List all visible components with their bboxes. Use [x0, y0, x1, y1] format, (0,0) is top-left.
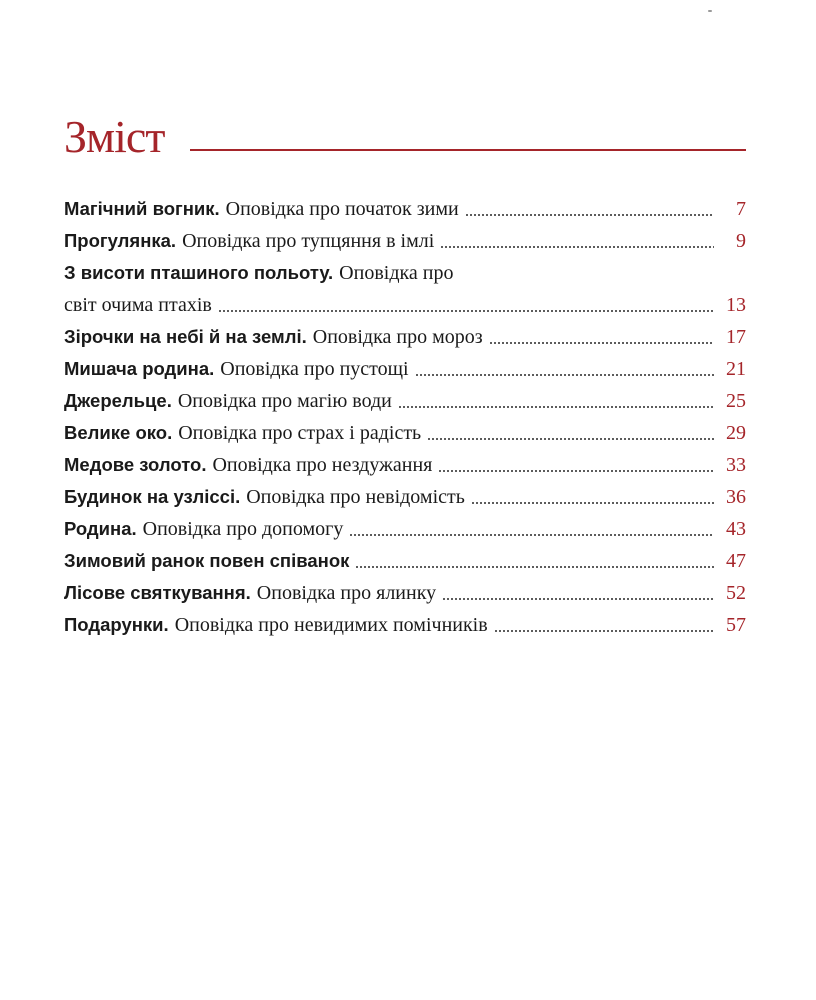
toc-entry-line	[64, 545, 746, 577]
toc-entry-line	[64, 609, 746, 641]
toc-entry-line	[64, 513, 746, 545]
dot-leader	[427, 429, 714, 441]
toc-entry-line	[64, 481, 746, 513]
toc-entry-line	[64, 257, 746, 289]
toc-entry[interactable]	[64, 225, 746, 257]
toc-entry-title: Лісове святкування.	[64, 582, 251, 603]
dot-leader	[494, 621, 714, 633]
title-rule	[190, 149, 746, 151]
toc-entry-title: Джерельце.	[64, 390, 172, 411]
dot-leader	[355, 557, 714, 569]
dot-leader	[471, 493, 714, 505]
toc-entry-desc: Оповідка про мороз	[312, 326, 483, 348]
toc-entry-line	[64, 225, 746, 257]
toc-page-number: 47	[726, 550, 746, 572]
toc-entry[interactable]	[64, 449, 746, 481]
dot-leader	[465, 205, 714, 217]
toc-entry-title: З висоти пташиного польоту.	[64, 262, 334, 283]
toc-entry[interactable]	[64, 257, 746, 321]
toc-entry-desc: Оповідка про допомогу	[142, 518, 344, 540]
dot-leader	[415, 365, 714, 377]
toc-page-number: 25	[726, 390, 746, 412]
toc-entry-title: Зірочки на небі й на землі.	[64, 326, 307, 347]
toc-entry-desc: Оповідка про тупцяння в імлі	[182, 230, 435, 252]
toc-page-number: 52	[726, 582, 746, 604]
toc-page-number: 13	[726, 294, 746, 316]
toc-entry-desc: Оповідка про невідомість	[246, 486, 465, 508]
toc-page-number: 36	[726, 486, 746, 508]
dot-leader	[489, 333, 714, 345]
toc-entry[interactable]	[64, 353, 746, 385]
toc-entry[interactable]	[64, 321, 746, 353]
toc-entry-desc: Оповідка про початок зими	[225, 198, 459, 220]
toc-page-number: 17	[726, 326, 746, 348]
dot-leader	[218, 301, 714, 313]
toc-entry-line	[64, 577, 746, 609]
toc-entry-title: Зимовий ранок повен співанок	[64, 550, 350, 571]
toc-entry-line	[64, 321, 746, 353]
toc-page-number: 7	[736, 198, 746, 220]
scan-mark	[708, 10, 712, 12]
toc-entry[interactable]	[64, 417, 746, 449]
toc-page-number: 29	[726, 422, 746, 444]
toc-entry-desc: Оповідка про страх і радість	[178, 422, 422, 444]
toc-entry-line	[64, 353, 746, 385]
toc-page-number: 43	[726, 518, 746, 540]
toc-entry-title: Прогулянка.	[64, 230, 177, 251]
toc-entry[interactable]	[64, 385, 746, 417]
toc-entry-desc: Оповідка про ялинку	[256, 582, 437, 604]
toc-entry-line	[64, 417, 746, 449]
toc-entry-desc: Оповідка про невидимих помічників	[174, 614, 488, 636]
toc-entry-line	[64, 193, 746, 225]
toc-entry-desc-continued: світ очима птахів	[64, 294, 212, 316]
toc-page-number: 21	[726, 358, 746, 380]
toc-entry[interactable]	[64, 193, 746, 225]
toc-entry-line-continued	[64, 289, 746, 321]
toc-entry-title: Мишача родина.	[64, 358, 215, 379]
toc-entry-title: Магічний вогник.	[64, 198, 220, 219]
toc-entry[interactable]	[64, 577, 746, 609]
toc-entry-title: Медове золото.	[64, 454, 207, 475]
dot-leader	[438, 461, 714, 473]
toc-entry-line	[64, 385, 746, 417]
toc-page-number: 57	[726, 614, 746, 636]
toc-entry-line	[64, 449, 746, 481]
page-title: Зміст	[64, 111, 165, 162]
toc-entry-title: Родина.	[64, 518, 137, 539]
toc-entry-title: Будинок на узліссі.	[64, 486, 241, 507]
contents-header	[64, 104, 746, 160]
dot-leader	[398, 397, 714, 409]
toc-entry-desc: Оповідка про	[339, 262, 454, 284]
toc-entry-title: Подарунки.	[64, 614, 169, 635]
dot-leader	[442, 589, 714, 601]
toc-entry[interactable]	[64, 513, 746, 545]
toc-entry-desc: Оповідка про магію води	[177, 390, 392, 412]
toc-entry-desc: Оповідка про нездужання	[212, 454, 433, 476]
toc-entry[interactable]	[64, 545, 746, 577]
dot-leader	[349, 525, 714, 537]
toc-entry-title: Велике око.	[64, 422, 173, 443]
toc-page-number: 33	[726, 454, 746, 476]
table-of-contents	[64, 193, 746, 641]
dot-leader	[440, 237, 714, 249]
toc-entry[interactable]	[64, 481, 746, 513]
toc-entry[interactable]	[64, 609, 746, 641]
toc-entry-desc: Оповідка про пустощі	[220, 358, 409, 380]
toc-page-number: 9	[736, 230, 746, 252]
